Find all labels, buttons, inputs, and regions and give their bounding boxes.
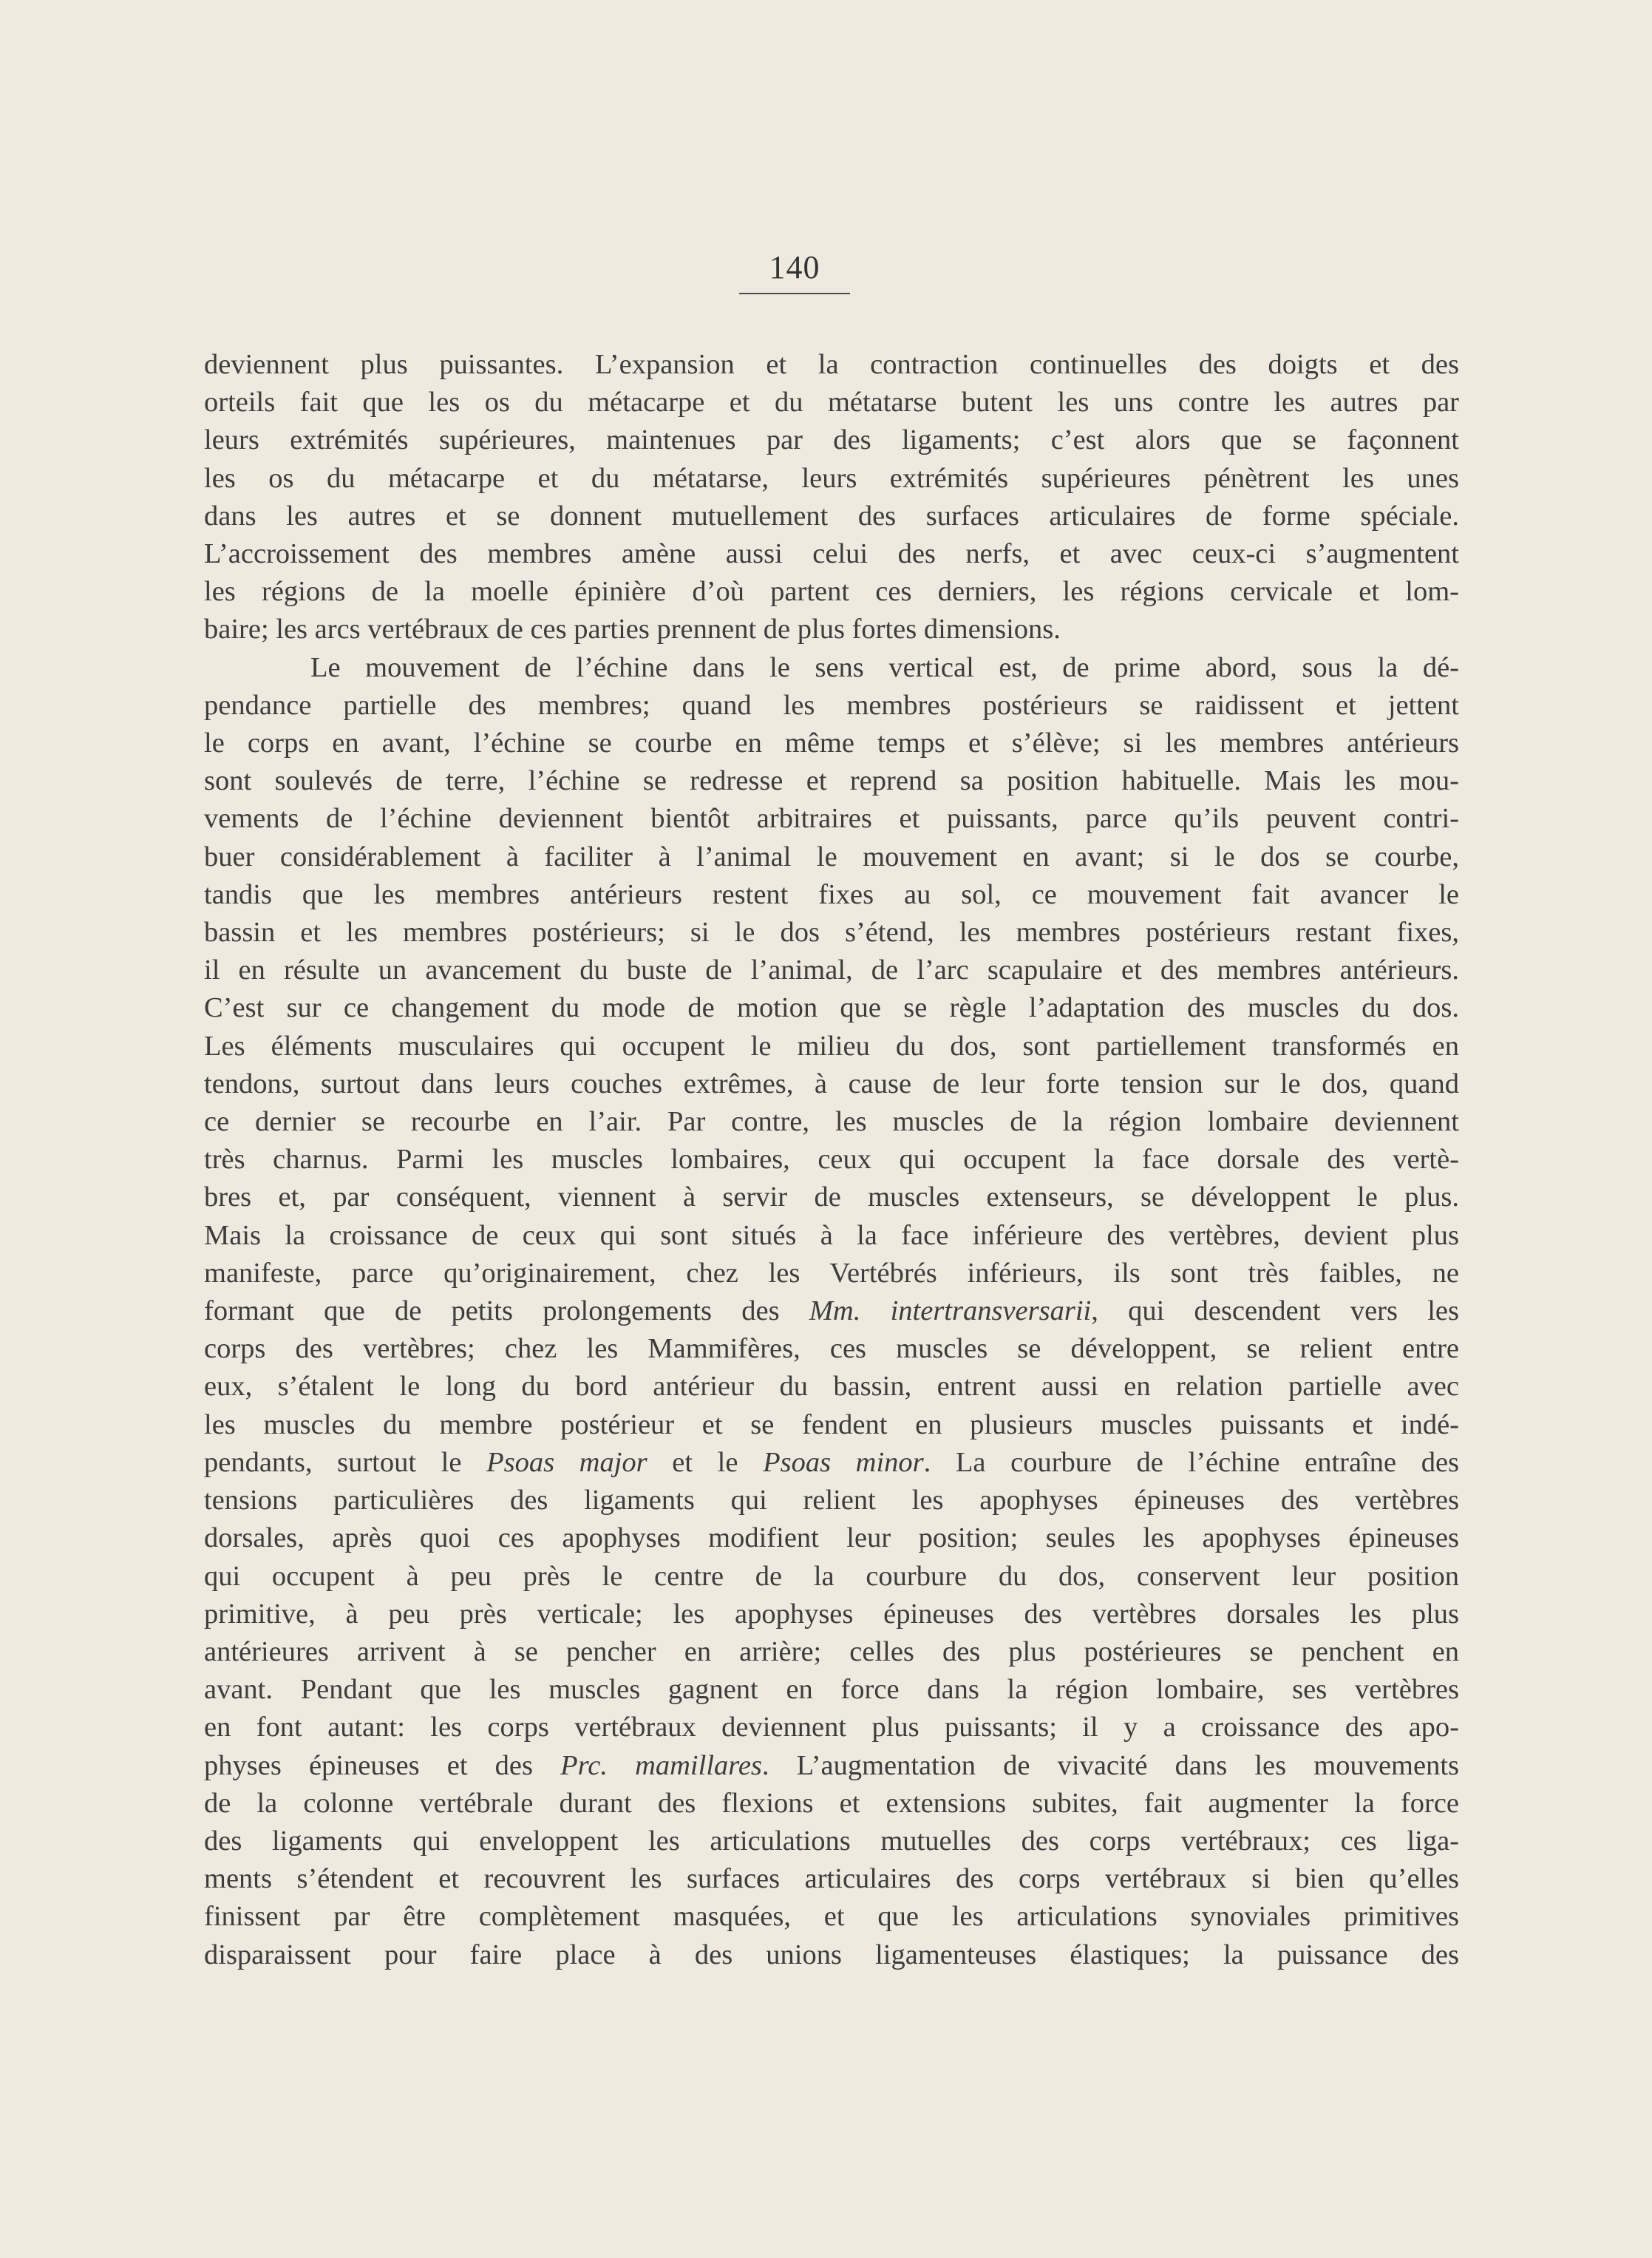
italic-term: Prc. mamillares <box>560 1749 762 1781</box>
text-line <box>204 346 1459 384</box>
text-segment: deviennent plus puissantes. L’expansion et la contraction continuelles des doigts et des <box>204 349 1459 380</box>
text-line <box>204 460 1459 498</box>
text-line <box>204 1292 1459 1330</box>
text-segment: leurs extrémités supérieures, maintenues par des ligaments; c’est alors que se façonnent <box>204 424 1459 456</box>
body-text <box>204 346 1459 1974</box>
text-line <box>204 611 1459 648</box>
text-segment: . La courbure de l’échine entraîne des <box>923 1446 1460 1478</box>
text-segment: bres et, par conséquent, viennent à servir de muscles extenseurs, se développent le plus. <box>204 1181 1459 1213</box>
italic-term: Psoas major <box>486 1446 647 1478</box>
text-line <box>204 1936 1459 1974</box>
text-segment: Mais la croissance de ceux qui sont situés à la face inférieure des vertèbres, devient plus <box>204 1219 1459 1251</box>
text-line <box>204 1065 1459 1103</box>
text-line <box>204 1255 1459 1292</box>
text-segment: il en résulte un avancement du buste de l’animal, de l’arc scapulaire et des membres antérieurs. <box>204 955 1459 986</box>
text-line <box>204 725 1459 762</box>
text-line <box>204 1330 1459 1368</box>
text-line <box>204 384 1459 421</box>
text-segment: bassin et les membres postérieurs; si le dos s’étend, les membres postérieurs restant fixes, <box>204 917 1459 949</box>
text-line <box>204 1368 1459 1406</box>
text-segment: . L’augmentation de vivacité dans les mouvements <box>761 1749 1459 1781</box>
text-line <box>204 421 1459 459</box>
text-segment: formant que de petits prolongements des <box>204 1295 809 1327</box>
text-segment: finissent par être complètement masquées, et que les articulations synoviales primitives <box>204 1901 1459 1933</box>
text-line <box>204 1747 1459 1785</box>
italic-term: Mm. intertransversarii <box>809 1295 1092 1327</box>
text-segment: le corps en avant, l’échine se courbe en même temps et s’élève; si les membres antérieurs <box>204 728 1459 759</box>
text-line <box>204 1179 1459 1216</box>
text-segment: buer considérablement à faciliter à l’animal le mouvement en avant; si le dos se courbe, <box>204 841 1459 872</box>
text-segment: pendants, surtout le <box>204 1446 487 1478</box>
page-number-rule <box>739 293 850 294</box>
text-segment: manifeste, parce qu’originairement, chez les Vertébrés inférieurs, ils sont très faibles, ne <box>204 1257 1459 1289</box>
text-line <box>204 1482 1459 1519</box>
text-line <box>204 1444 1459 1482</box>
text-line <box>204 1406 1459 1444</box>
text-line <box>204 989 1459 1027</box>
text-line <box>204 1785 1459 1823</box>
text-segment: les muscles du membre postérieur et se fendent en plusieurs muscles puissants et indé- <box>204 1408 1459 1440</box>
text-line <box>204 838 1459 876</box>
text-segment: et le <box>647 1446 764 1478</box>
text-segment: en font autant: les corps vertébraux deviennent plus puissants; il y a croissance des apo- <box>204 1712 1459 1743</box>
text-line <box>204 1709 1459 1746</box>
text-segment: Les éléments musculaires qui occupent le milieu du dos, sont partiellement transformés en <box>204 1030 1459 1062</box>
text-segment: C’est sur ce changement du mode de motion que se règle l’adaptation des muscles du dos. <box>204 992 1459 1024</box>
text-segment: avant. Pendant que les muscles gagnent en force dans la région lombaire, ses vertèbres <box>204 1674 1459 1706</box>
text-segment: baire; les arcs vertébraux de ces parties prennent de plus fortes dimensions. <box>204 614 1061 645</box>
italic-term: Psoas minor <box>763 1446 924 1478</box>
text-line <box>204 1558 1459 1596</box>
text-line <box>204 1519 1459 1557</box>
text-line <box>204 498 1459 535</box>
text-segment: de la colonne vertébrale durant des flexions et extensions subites, fait augmenter la force <box>204 1787 1459 1819</box>
text-segment: ments s’étendent et recouvrent les surfaces articulaires des corps vertébraux si bien qu’elles <box>204 1863 1459 1895</box>
text-segment: pendance partielle des membres; quand les membres postérieurs se raidissent et jettent <box>204 689 1459 721</box>
text-segment: ce dernier se recourbe en l’air. Par contre, les muscles de la région lombaire deviennent <box>204 1106 1459 1138</box>
text-line <box>204 1671 1459 1709</box>
text-line <box>204 800 1459 838</box>
text-segment: tensions particulières des ligaments qui relient les apophyses épineuses des vertèbres <box>204 1485 1459 1516</box>
text-segment: vements de l’échine deviennent bientôt arbitraires et puissants, parce qu’ils peuvent contri- <box>204 803 1459 835</box>
text-segment: physes épineuses et des <box>204 1749 561 1781</box>
text-line <box>204 535 1459 573</box>
text-line <box>204 1028 1459 1065</box>
text-line <box>204 952 1459 989</box>
text-segment: tendons, surtout dans leurs couches extrêmes, à cause de leur forte tension sur le dos, quand <box>204 1068 1459 1099</box>
text-line <box>204 914 1459 952</box>
text-line <box>204 1823 1459 1860</box>
text-segment: très charnus. Parmi les muscles lombaires, ceux qui occupent la face dorsale des vertè- <box>204 1144 1459 1176</box>
text-line <box>204 1898 1459 1936</box>
text-line <box>204 649 1459 687</box>
text-line <box>204 762 1459 800</box>
text-line <box>204 1596 1459 1633</box>
text-segment: dans les autres et se donnent mutuellement des surfaces articulaires de forme spéciale. <box>204 500 1459 532</box>
text-segment: antérieures arrivent à se pencher en arrière; celles des plus postérieures se penchent en <box>204 1635 1459 1667</box>
text-segment: corps des vertèbres; chez les Mammifères, ces muscles se développent, se relient entre <box>204 1333 1459 1365</box>
text-segment: les os du métacarpe et du métatarse, leurs extrémités supérieures pénètrent les unes <box>204 462 1459 494</box>
text-segment: les régions de la moelle épinière d’où partent ces derniers, les régions cervicale et lom- <box>204 576 1459 608</box>
text-segment: , qui descendent vers les <box>1091 1295 1459 1327</box>
text-segment: sont soulevés de terre, l’échine se redresse et reprend sa position habituelle. Mais les mou- <box>204 765 1459 797</box>
text-segment: des ligaments qui enveloppent les articulations mutuelles des corps vertébraux; ces liga- <box>204 1825 1459 1857</box>
text-line <box>204 1860 1459 1898</box>
text-segment: orteils fait que les os du métacarpe et du métatarse butent les uns contre les autres par <box>204 387 1459 418</box>
text-line <box>204 1103 1459 1141</box>
text-segment: qui occupent à peu près le centre de la courbure du dos, conservent leur position <box>204 1560 1459 1592</box>
text-segment: eux, s’étalent le long du bord antérieur du bassin, entrent aussi en relation partielle avec <box>204 1371 1459 1403</box>
text-line <box>204 573 1459 611</box>
text-segment: disparaissent pour faire place à des unions ligamenteuses élastiques; la puissance des <box>204 1939 1459 1970</box>
text-segment: primitive, à peu près verticale; les apophyses épineuses des vertèbres dorsales les plus <box>204 1598 1459 1630</box>
page-number: 140 <box>769 249 820 285</box>
text-segment: dorsales, après quoi ces apophyses modifient leur position; seules les apophyses épineuses <box>204 1522 1459 1554</box>
text-line <box>204 876 1459 914</box>
text-line <box>204 687 1459 725</box>
text-line <box>204 1633 1459 1671</box>
text-line <box>204 1217 1459 1255</box>
text-segment: L’accroissement des membres amène aussi celui des nerfs, et avec ceux-ci s’augmentent <box>204 538 1459 570</box>
text-segment: tandis que les membres antérieurs restent fixes au sol, ce mouvement fait avancer le <box>204 878 1459 910</box>
text-line <box>204 1141 1459 1179</box>
text-segment: Le mouvement de l’échine dans le sens vertical est, de prime abord, sous la dé- <box>310 651 1459 683</box>
